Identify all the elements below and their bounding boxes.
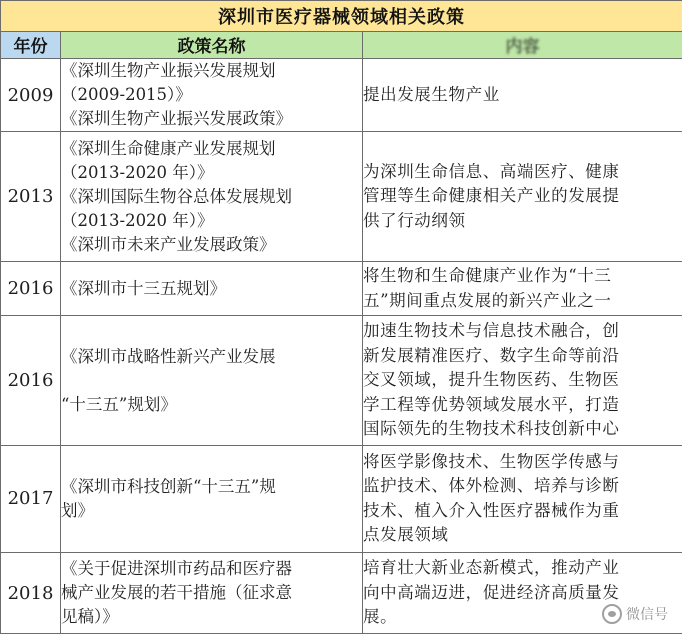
table-title: 深圳市医疗器械领域相关政策 xyxy=(1,1,682,32)
row-policy-name: 《深圳市科技创新“十三五”规 划》 xyxy=(61,445,363,552)
row-policy-name: 《深圳市十三五规划》 xyxy=(61,261,363,316)
row-content: 培育壮大新业态新模式，推动产业 向中高端迈进，促进经济高质量发 展。 xyxy=(363,553,682,634)
table-row xyxy=(1,316,682,445)
table-row xyxy=(1,58,682,132)
row-year: 2016 xyxy=(1,261,61,316)
row-content: 加速生物技术与信息技术融合，创 新发展精准医疗、数字生命等前沿 交叉领域，提升生物医药、生物医 学工程等优势领域发展水平，打造 国际领先的生物技术科技创新中心 xyxy=(363,316,682,445)
table-row xyxy=(1,261,682,316)
row-content: 将医学影像技术、生物医学传感与 监护技术、体外检测、培养与诊断 技术、植入介入性医疗器械作为重 点发展领域 xyxy=(363,445,682,552)
row-policy-name: 《深圳生命健康产业发展规划 （2013-2020 年）》 《深圳国际生物谷总体发展规划 （2013-2020 年）》 《深圳市未来产业发展政策》 xyxy=(61,132,363,261)
header-content-label: 内容 xyxy=(505,37,540,58)
row-policy-name: 《深圳生物产业振兴发展规划 （2009-2015）》 《深圳生物产业振兴发展政策》 xyxy=(61,58,363,132)
row-year: 2017 xyxy=(1,445,61,552)
row-content: 提出发展生物产业 xyxy=(363,58,682,132)
table-row xyxy=(1,445,682,552)
watermark-text: 微信号 xyxy=(626,607,668,623)
row-year: 2018 xyxy=(1,553,61,634)
row-policy-name: 《关于促进深圳市药品和医疗器 械产业发展的若干措施（征求意 见稿）》 xyxy=(61,553,363,634)
header-row xyxy=(1,32,682,58)
header-content xyxy=(363,32,682,58)
header-policy-name: 政策名称 xyxy=(61,32,363,58)
row-content: 将生物和生命健康产业作为“十三 五”期间重点发展的新兴产业之一 xyxy=(363,261,682,316)
row-year: 2009 xyxy=(1,58,61,132)
row-year: 2016 xyxy=(1,316,61,445)
header-year: 年份 xyxy=(1,32,61,58)
row-policy-name: 《深圳市战略性新兴产业发展 “十三五”规划》 xyxy=(61,316,363,445)
row-content: 为深圳生命信息、高端医疗、健康 管理等生命健康相关产业的发展提 供了行动纲领 xyxy=(363,132,682,261)
table-row xyxy=(1,132,682,261)
row-year: 2013 xyxy=(1,132,61,261)
title-row xyxy=(1,1,682,32)
table-row xyxy=(1,553,682,634)
